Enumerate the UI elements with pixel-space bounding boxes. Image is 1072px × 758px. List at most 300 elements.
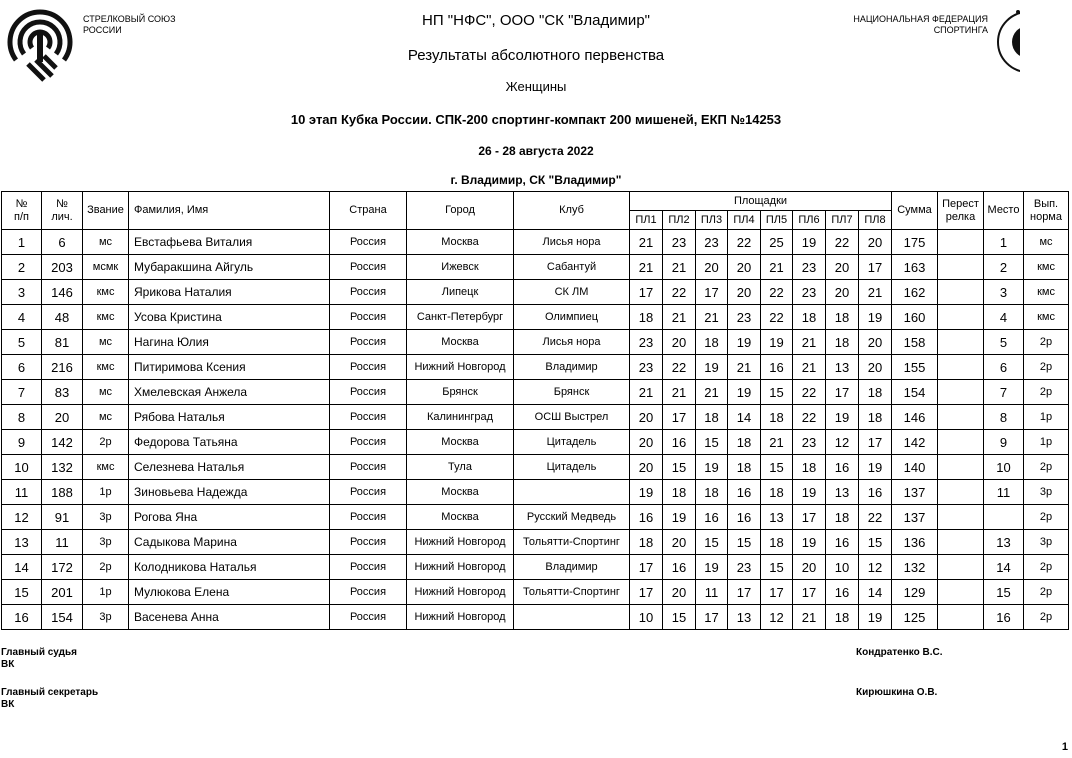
ground-score-cell: 22 bbox=[761, 280, 793, 305]
ground-score-cell: 19 bbox=[630, 480, 663, 505]
ground-score-cell: 21 bbox=[630, 380, 663, 405]
page-title: Результаты абсолютного первенства bbox=[407, 47, 665, 64]
place-cell: 8 bbox=[984, 405, 1024, 430]
city-cell: Нижний Новгород bbox=[407, 605, 514, 630]
ground-score-cell: 20 bbox=[728, 255, 761, 280]
place-cell: 13 bbox=[984, 530, 1024, 555]
left-org-name: СТРЕЛКОВЫЙ СОЮЗ РОССИИ bbox=[83, 14, 176, 35]
ground-score-cell: 13 bbox=[826, 480, 859, 505]
table-row bbox=[2, 605, 1069, 630]
chief-secretary-category: ВК bbox=[1, 699, 15, 710]
chief-secretary-title: Главный секретарь bbox=[1, 687, 99, 698]
ground-score-cell: 21 bbox=[761, 255, 793, 280]
participant-id-cell: 11 bbox=[42, 530, 83, 555]
participant-id-cell: 172 bbox=[42, 555, 83, 580]
ground-score-cell: 22 bbox=[663, 355, 696, 380]
place-cell: 2 bbox=[984, 255, 1024, 280]
name-cell: Селезнева Наталья bbox=[129, 455, 330, 480]
rank-cell: 3р bbox=[83, 505, 129, 530]
ground-score-cell: 20 bbox=[630, 455, 663, 480]
row-number-cell: 11 bbox=[2, 480, 42, 505]
col-ground-1-header: ПЛ1 bbox=[630, 211, 663, 230]
table-row bbox=[2, 305, 1069, 330]
table-row bbox=[2, 405, 1069, 430]
ground-score-cell: 19 bbox=[859, 305, 892, 330]
col-ground-7-header: ПЛ7 bbox=[826, 211, 859, 230]
row-number-cell: 2 bbox=[2, 255, 42, 280]
ground-score-cell: 22 bbox=[859, 505, 892, 530]
shootoff-cell bbox=[938, 330, 984, 355]
ground-score-cell: 23 bbox=[630, 330, 663, 355]
ground-score-cell: 18 bbox=[859, 380, 892, 405]
ground-score-cell: 21 bbox=[793, 605, 826, 630]
country-cell: Россия bbox=[330, 355, 407, 380]
place-cell: 4 bbox=[984, 305, 1024, 330]
sum-cell: 146 bbox=[892, 405, 938, 430]
sum-cell: 137 bbox=[892, 505, 938, 530]
ground-score-cell: 22 bbox=[826, 230, 859, 255]
club-cell: Владимир bbox=[514, 355, 630, 380]
norm-cell: 2р bbox=[1024, 605, 1069, 630]
place-cell: 11 bbox=[984, 480, 1024, 505]
ground-score-cell: 21 bbox=[793, 330, 826, 355]
ground-score-cell: 20 bbox=[859, 355, 892, 380]
chief-judge-category: ВК bbox=[1, 659, 15, 670]
ground-score-cell: 15 bbox=[663, 455, 696, 480]
name-cell: Мулюкова Елена bbox=[129, 580, 330, 605]
row-number-cell: 4 bbox=[2, 305, 42, 330]
participant-id-cell: 203 bbox=[42, 255, 83, 280]
ground-score-cell: 19 bbox=[859, 455, 892, 480]
city-cell: Москва bbox=[407, 480, 514, 505]
country-cell: Россия bbox=[330, 430, 407, 455]
ground-score-cell: 22 bbox=[728, 230, 761, 255]
page-number: 1 bbox=[1061, 741, 1068, 753]
country-cell: Россия bbox=[330, 480, 407, 505]
col-ground-8-header: ПЛ8 bbox=[859, 211, 892, 230]
participant-id-cell: 132 bbox=[42, 455, 83, 480]
name-cell: Федорова Татьяна bbox=[129, 430, 330, 455]
club-cell bbox=[514, 605, 630, 630]
sum-cell: 155 bbox=[892, 355, 938, 380]
col-place-header: Место bbox=[984, 192, 1024, 230]
ground-score-cell: 20 bbox=[826, 255, 859, 280]
country-cell: Россия bbox=[330, 530, 407, 555]
ground-score-cell: 10 bbox=[630, 605, 663, 630]
country-cell: Россия bbox=[330, 380, 407, 405]
shootoff-cell bbox=[938, 380, 984, 405]
ground-score-cell: 20 bbox=[663, 530, 696, 555]
country-cell: Россия bbox=[330, 305, 407, 330]
ground-score-cell: 13 bbox=[826, 355, 859, 380]
row-number-cell: 16 bbox=[2, 605, 42, 630]
shootoff-cell bbox=[938, 555, 984, 580]
shootoff-cell bbox=[938, 255, 984, 280]
participant-id-cell: 216 bbox=[42, 355, 83, 380]
ground-score-cell: 22 bbox=[761, 305, 793, 330]
row-number-cell: 15 bbox=[2, 580, 42, 605]
ground-score-cell: 18 bbox=[793, 455, 826, 480]
ground-score-cell: 18 bbox=[826, 605, 859, 630]
ground-score-cell: 21 bbox=[663, 255, 696, 280]
norm-cell: 1р bbox=[1024, 430, 1069, 455]
row-number-cell: 12 bbox=[2, 505, 42, 530]
norm-cell: 2р bbox=[1024, 330, 1069, 355]
shootoff-cell bbox=[938, 230, 984, 255]
ground-score-cell: 21 bbox=[696, 380, 728, 405]
table-row bbox=[2, 230, 1069, 255]
ground-score-cell: 23 bbox=[728, 305, 761, 330]
ground-score-cell: 17 bbox=[630, 555, 663, 580]
participant-id-cell: 201 bbox=[42, 580, 83, 605]
rank-cell: 2р bbox=[83, 555, 129, 580]
row-number-cell: 5 bbox=[2, 330, 42, 355]
norm-cell: мс bbox=[1024, 230, 1069, 255]
ground-score-cell: 18 bbox=[826, 330, 859, 355]
row-number-cell: 6 bbox=[2, 355, 42, 380]
country-cell: Россия bbox=[330, 505, 407, 530]
place-cell: 16 bbox=[984, 605, 1024, 630]
rank-cell: кмс bbox=[83, 305, 129, 330]
name-cell: Зиновьева Надежда bbox=[129, 480, 330, 505]
ground-score-cell: 19 bbox=[696, 355, 728, 380]
country-cell: Россия bbox=[330, 330, 407, 355]
sum-cell: 163 bbox=[892, 255, 938, 280]
participant-id-cell: 154 bbox=[42, 605, 83, 630]
city-cell: Нижний Новгород bbox=[407, 530, 514, 555]
norm-cell: кмс bbox=[1024, 305, 1069, 330]
row-number-cell: 9 bbox=[2, 430, 42, 455]
ground-score-cell: 23 bbox=[728, 555, 761, 580]
name-cell: Хмелевская Анжела bbox=[129, 380, 330, 405]
city-cell: Санкт-Петербург bbox=[407, 305, 514, 330]
col-name-header: Фамилия, Имя bbox=[129, 192, 330, 230]
col-shootoff-header: Перест релка bbox=[938, 192, 984, 230]
norm-cell: 2р bbox=[1024, 455, 1069, 480]
name-cell: Усова Кристина bbox=[129, 305, 330, 330]
shootoff-cell bbox=[938, 430, 984, 455]
ground-score-cell: 16 bbox=[761, 355, 793, 380]
table-row bbox=[2, 355, 1069, 380]
ground-score-cell: 21 bbox=[793, 355, 826, 380]
name-cell: Ярикова Наталия bbox=[129, 280, 330, 305]
ground-score-cell: 19 bbox=[826, 405, 859, 430]
chief-judge-title: Главный судья bbox=[1, 647, 77, 658]
place-cell: 7 bbox=[984, 380, 1024, 405]
col-id-header: № лич. bbox=[42, 192, 83, 230]
category: Женщины bbox=[505, 79, 567, 94]
name-cell: Мубаракшина Айгуль bbox=[129, 255, 330, 280]
city-cell: Липецк bbox=[407, 280, 514, 305]
ground-score-cell: 17 bbox=[696, 280, 728, 305]
table-row bbox=[2, 280, 1069, 305]
ground-score-cell: 21 bbox=[663, 380, 696, 405]
place-cell: 9 bbox=[984, 430, 1024, 455]
chief-judge-block bbox=[1, 647, 77, 671]
sum-cell: 140 bbox=[892, 455, 938, 480]
table-row bbox=[2, 580, 1069, 605]
norm-cell: 2р bbox=[1024, 555, 1069, 580]
ground-score-cell: 20 bbox=[696, 255, 728, 280]
norm-cell: 3р bbox=[1024, 480, 1069, 505]
ground-score-cell: 21 bbox=[859, 280, 892, 305]
shootoff-cell bbox=[938, 280, 984, 305]
ground-score-cell: 19 bbox=[663, 505, 696, 530]
col-ground-6-header: ПЛ6 bbox=[793, 211, 826, 230]
sum-cell: 175 bbox=[892, 230, 938, 255]
city-cell: Нижний Новгород bbox=[407, 580, 514, 605]
shootoff-cell bbox=[938, 530, 984, 555]
event-title: 10 этап Кубка России. СПК-200 спортинг-компакт 200 мишеней, ЕКП №14253 bbox=[290, 112, 782, 127]
col-rank-header: Звание bbox=[83, 192, 129, 230]
ground-score-cell: 23 bbox=[630, 355, 663, 380]
col-city-header: Город bbox=[407, 192, 514, 230]
ground-score-cell: 18 bbox=[728, 430, 761, 455]
rank-cell: кмс bbox=[83, 355, 129, 380]
ground-score-cell: 18 bbox=[696, 405, 728, 430]
row-number-cell: 10 bbox=[2, 455, 42, 480]
country-cell: Россия bbox=[330, 580, 407, 605]
ground-score-cell: 16 bbox=[696, 505, 728, 530]
ground-score-cell: 20 bbox=[859, 330, 892, 355]
ground-score-cell: 16 bbox=[728, 480, 761, 505]
sum-cell: 142 bbox=[892, 430, 938, 455]
club-cell: Цитадель bbox=[514, 455, 630, 480]
sum-cell: 129 bbox=[892, 580, 938, 605]
ground-score-cell: 23 bbox=[696, 230, 728, 255]
city-cell: Тула bbox=[407, 455, 514, 480]
ground-score-cell: 18 bbox=[630, 305, 663, 330]
rank-cell: мс bbox=[83, 380, 129, 405]
participant-id-cell: 48 bbox=[42, 305, 83, 330]
ground-score-cell: 15 bbox=[696, 530, 728, 555]
participant-id-cell: 91 bbox=[42, 505, 83, 530]
col-norm-header: Вып. норма bbox=[1024, 192, 1069, 230]
ground-score-cell: 20 bbox=[663, 330, 696, 355]
ground-score-cell: 22 bbox=[663, 280, 696, 305]
name-cell: Евстафьева Виталия bbox=[129, 230, 330, 255]
ground-score-cell: 17 bbox=[728, 580, 761, 605]
club-cell bbox=[514, 480, 630, 505]
ground-score-cell: 20 bbox=[859, 230, 892, 255]
ground-score-cell: 17 bbox=[761, 580, 793, 605]
country-cell: Россия bbox=[330, 605, 407, 630]
rank-cell: мс bbox=[83, 230, 129, 255]
ground-score-cell: 14 bbox=[728, 405, 761, 430]
ground-score-cell: 20 bbox=[728, 280, 761, 305]
table-row bbox=[2, 430, 1069, 455]
ground-score-cell: 23 bbox=[793, 255, 826, 280]
norm-cell: 2р bbox=[1024, 580, 1069, 605]
sum-cell: 160 bbox=[892, 305, 938, 330]
col-sum-header: Сумма bbox=[892, 192, 938, 230]
city-cell: Ижевск bbox=[407, 255, 514, 280]
ground-score-cell: 23 bbox=[663, 230, 696, 255]
row-number-cell: 14 bbox=[2, 555, 42, 580]
chief-secretary-name: Кирюшкина О.В. bbox=[856, 687, 938, 698]
ground-score-cell: 20 bbox=[793, 555, 826, 580]
ground-score-cell: 18 bbox=[696, 480, 728, 505]
norm-cell: 1р bbox=[1024, 405, 1069, 430]
ground-score-cell: 16 bbox=[826, 455, 859, 480]
rank-cell: кмс bbox=[83, 280, 129, 305]
row-number-cell: 8 bbox=[2, 405, 42, 430]
row-number-cell: 1 bbox=[2, 230, 42, 255]
participant-id-cell: 20 bbox=[42, 405, 83, 430]
sum-cell: 162 bbox=[892, 280, 938, 305]
rank-cell: мс bbox=[83, 330, 129, 355]
city-cell: Нижний Новгород bbox=[407, 355, 514, 380]
country-cell: Россия bbox=[330, 255, 407, 280]
ground-score-cell: 17 bbox=[630, 580, 663, 605]
ground-score-cell: 15 bbox=[663, 605, 696, 630]
rank-cell: мсмк bbox=[83, 255, 129, 280]
participant-id-cell: 142 bbox=[42, 430, 83, 455]
table-row bbox=[2, 255, 1069, 280]
row-number-cell: 7 bbox=[2, 380, 42, 405]
club-cell: Олимпиец bbox=[514, 305, 630, 330]
ground-score-cell: 14 bbox=[859, 580, 892, 605]
ground-score-cell: 13 bbox=[761, 505, 793, 530]
chief-judge-name: Кондратенко В.С. bbox=[856, 647, 943, 658]
norm-cell: 2р bbox=[1024, 355, 1069, 380]
ground-score-cell: 20 bbox=[630, 405, 663, 430]
ground-score-cell: 18 bbox=[696, 330, 728, 355]
ground-score-cell: 16 bbox=[826, 580, 859, 605]
club-cell: Тольятти-Спортинг bbox=[514, 530, 630, 555]
table-row bbox=[2, 455, 1069, 480]
ground-score-cell: 15 bbox=[728, 530, 761, 555]
country-cell: Россия bbox=[330, 230, 407, 255]
ground-score-cell: 23 bbox=[793, 280, 826, 305]
ground-score-cell: 18 bbox=[761, 405, 793, 430]
club-cell: Лисья нора bbox=[514, 330, 630, 355]
rank-cell: 3р bbox=[83, 530, 129, 555]
rank-cell: 3р bbox=[83, 605, 129, 630]
ground-score-cell: 18 bbox=[663, 480, 696, 505]
place-cell: 14 bbox=[984, 555, 1024, 580]
club-cell: Сабантуй bbox=[514, 255, 630, 280]
city-cell: Брянск bbox=[407, 380, 514, 405]
name-cell: Рогова Яна bbox=[129, 505, 330, 530]
table-row bbox=[2, 555, 1069, 580]
table-row bbox=[2, 530, 1069, 555]
shootoff-cell bbox=[938, 355, 984, 380]
rank-cell: 1р bbox=[83, 480, 129, 505]
rank-cell: мс bbox=[83, 405, 129, 430]
name-cell: Садыкова Марина bbox=[129, 530, 330, 555]
city-cell: Москва bbox=[407, 430, 514, 455]
place-cell: 1 bbox=[984, 230, 1024, 255]
name-cell: Васенева Анна bbox=[129, 605, 330, 630]
row-number-cell: 3 bbox=[2, 280, 42, 305]
ground-score-cell: 10 bbox=[826, 555, 859, 580]
ground-score-cell: 21 bbox=[663, 305, 696, 330]
table-row bbox=[2, 380, 1069, 405]
col-ground-3-header: ПЛ3 bbox=[696, 211, 728, 230]
ground-score-cell: 22 bbox=[793, 405, 826, 430]
country-cell: Россия bbox=[330, 555, 407, 580]
ground-score-cell: 12 bbox=[826, 430, 859, 455]
shootoff-cell bbox=[938, 455, 984, 480]
organizers: НП "НФС", ООО "СК "Владимир" bbox=[422, 12, 650, 29]
norm-cell: 3р bbox=[1024, 530, 1069, 555]
place-cell: 5 bbox=[984, 330, 1024, 355]
ground-score-cell: 16 bbox=[859, 480, 892, 505]
rank-cell: 2р bbox=[83, 430, 129, 455]
col-club-header: Клуб bbox=[514, 192, 630, 230]
row-number-cell: 13 bbox=[2, 530, 42, 555]
col-no-header: № п/п bbox=[2, 192, 42, 230]
participant-id-cell: 146 bbox=[42, 280, 83, 305]
shootoff-cell bbox=[938, 580, 984, 605]
ground-score-cell: 19 bbox=[761, 330, 793, 355]
club-cell: Лисья нора bbox=[514, 230, 630, 255]
country-cell: Россия bbox=[330, 405, 407, 430]
ground-score-cell: 16 bbox=[663, 555, 696, 580]
place-cell: 3 bbox=[984, 280, 1024, 305]
ground-score-cell: 19 bbox=[728, 330, 761, 355]
club-cell: СК ЛМ bbox=[514, 280, 630, 305]
ground-score-cell: 23 bbox=[793, 430, 826, 455]
sum-cell: 132 bbox=[892, 555, 938, 580]
norm-cell: кмс bbox=[1024, 280, 1069, 305]
col-ground-4-header: ПЛ4 bbox=[728, 211, 761, 230]
ground-score-cell: 17 bbox=[826, 380, 859, 405]
ground-score-cell: 17 bbox=[663, 405, 696, 430]
ground-score-cell: 19 bbox=[859, 605, 892, 630]
table-row bbox=[2, 505, 1069, 530]
ground-score-cell: 18 bbox=[761, 480, 793, 505]
ground-score-cell: 19 bbox=[696, 555, 728, 580]
norm-cell: 2р bbox=[1024, 505, 1069, 530]
ground-score-cell: 15 bbox=[761, 455, 793, 480]
ground-score-cell: 12 bbox=[859, 555, 892, 580]
ground-score-cell: 16 bbox=[663, 430, 696, 455]
shootoff-cell bbox=[938, 505, 984, 530]
col-ground-2-header: ПЛ2 bbox=[663, 211, 696, 230]
ground-score-cell: 21 bbox=[728, 355, 761, 380]
city-cell: Москва bbox=[407, 230, 514, 255]
table-row bbox=[2, 480, 1069, 505]
shootoff-cell bbox=[938, 305, 984, 330]
ground-score-cell: 16 bbox=[630, 505, 663, 530]
ground-score-cell: 20 bbox=[630, 430, 663, 455]
city-cell: Калининград bbox=[407, 405, 514, 430]
shootoff-cell bbox=[938, 605, 984, 630]
participant-id-cell: 83 bbox=[42, 380, 83, 405]
club-cell: Русский Медведь bbox=[514, 505, 630, 530]
rank-cell: 1р bbox=[83, 580, 129, 605]
col-grounds-header: Площадки bbox=[630, 192, 892, 211]
city-cell: Москва bbox=[407, 505, 514, 530]
col-ground-5-header: ПЛ5 bbox=[761, 211, 793, 230]
ground-score-cell: 18 bbox=[826, 505, 859, 530]
ground-score-cell: 15 bbox=[761, 555, 793, 580]
place-cell: 6 bbox=[984, 355, 1024, 380]
ground-score-cell: 21 bbox=[761, 430, 793, 455]
name-cell: Колодникова Наталья bbox=[129, 555, 330, 580]
name-cell: Рябова Наталья bbox=[129, 405, 330, 430]
ground-score-cell: 19 bbox=[793, 530, 826, 555]
name-cell: Питиримова Ксения bbox=[129, 355, 330, 380]
rank-cell: кмс bbox=[83, 455, 129, 480]
ground-score-cell: 19 bbox=[793, 230, 826, 255]
ground-score-cell: 17 bbox=[859, 255, 892, 280]
ground-score-cell: 19 bbox=[728, 380, 761, 405]
ground-score-cell: 25 bbox=[761, 230, 793, 255]
ground-score-cell: 21 bbox=[630, 255, 663, 280]
